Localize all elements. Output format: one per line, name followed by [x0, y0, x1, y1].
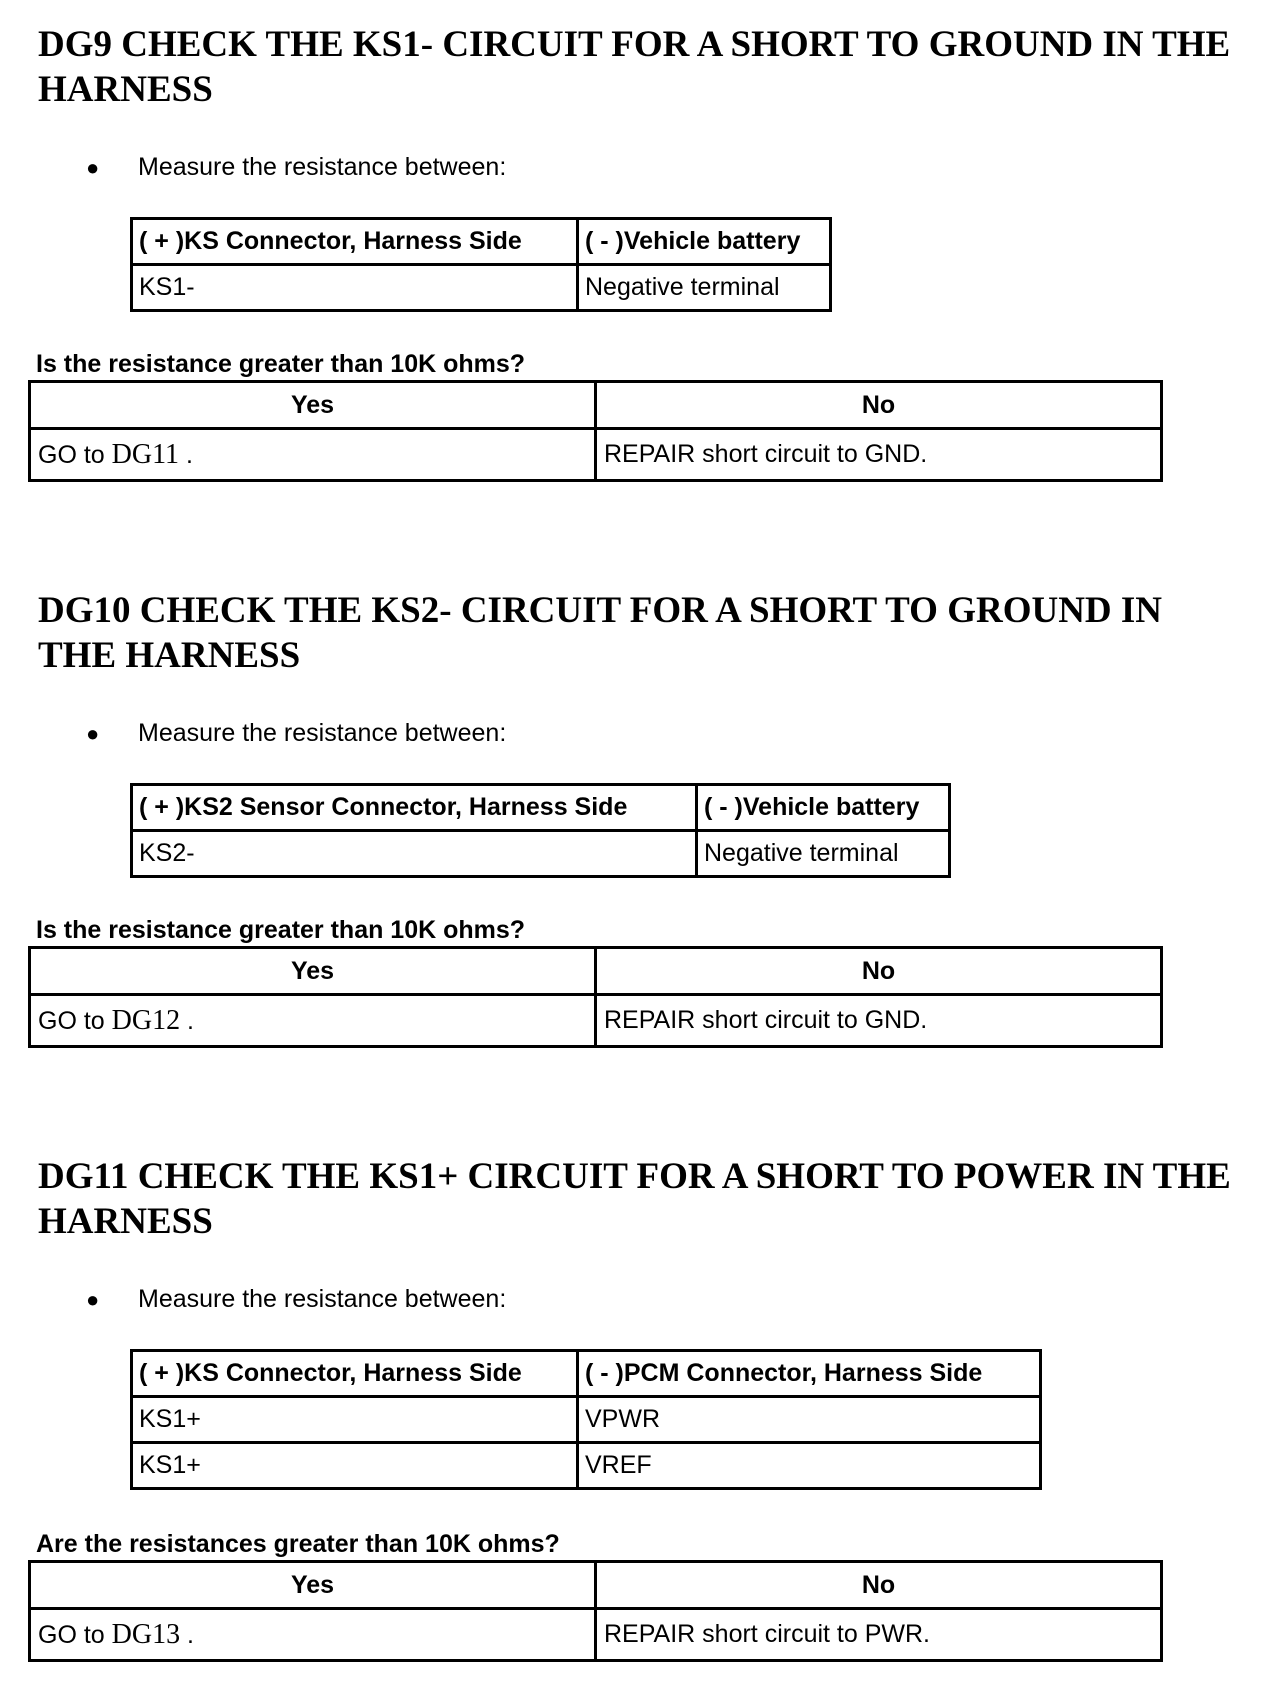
yes-suffix: . [180, 1006, 194, 1035]
yes-header: Yes [30, 948, 596, 995]
header-negative: ( - )PCM Connector, Harness Side [578, 1351, 1041, 1397]
header-positive: ( + )KS2 Sensor Connector, Harness Side [132, 785, 697, 831]
bullet-icon: ● [86, 721, 100, 746]
table-row [132, 1443, 1041, 1489]
yes-prefix: GO to [38, 440, 112, 469]
result-row [30, 1609, 1162, 1661]
result-header-row [30, 1562, 1162, 1609]
yes-header: Yes [30, 1562, 596, 1609]
cell-negative: Negative terminal [697, 831, 950, 877]
bullet-item [86, 1285, 506, 1314]
header-negative: ( - )Vehicle battery [578, 219, 831, 265]
result-header-row [30, 382, 1162, 429]
table-row [132, 831, 950, 877]
bullet-text: Measure the resistance between: [138, 153, 507, 181]
measurement-table [130, 217, 832, 312]
yes-prefix: GO to [38, 1006, 112, 1035]
step-link-dg12[interactable]: DG12 [111, 1004, 181, 1036]
yes-action [30, 429, 596, 481]
table-header-row [132, 219, 831, 265]
no-header: No [596, 948, 1162, 995]
result-table [28, 946, 1163, 1048]
step-link-dg13[interactable]: DG13 [111, 1618, 181, 1650]
step-link-dg11[interactable]: DG11 [111, 438, 180, 470]
measurement-table [130, 783, 951, 878]
result-row [30, 429, 1162, 481]
bullet-icon: ● [86, 1287, 100, 1312]
table-row [132, 265, 831, 311]
cell-positive: KS2- [132, 831, 697, 877]
question-text: Is the resistance greater than 10K ohms? [36, 916, 526, 944]
no-action: REPAIR short circuit to PWR. [596, 1609, 1162, 1661]
measurement-table [130, 1349, 1042, 1490]
header-negative: ( - )Vehicle battery [697, 785, 950, 831]
no-header: No [596, 382, 1162, 429]
cell-negative: Negative terminal [578, 265, 831, 311]
result-table [28, 1560, 1163, 1662]
bullet-text: Measure the resistance between: [138, 719, 507, 747]
result-header-row [30, 948, 1162, 995]
no-header: No [596, 1562, 1162, 1609]
header-positive: ( + )KS Connector, Harness Side [132, 1351, 578, 1397]
no-action: REPAIR short circuit to GND. [596, 995, 1162, 1047]
question-text: Is the resistance greater than 10K ohms? [36, 350, 526, 378]
table-header-row [132, 785, 950, 831]
yes-header: Yes [30, 382, 596, 429]
yes-suffix: . [179, 440, 193, 469]
bullet-item [86, 153, 506, 182]
cell-negative: VPWR [578, 1397, 1041, 1443]
no-action: REPAIR short circuit to GND. [596, 429, 1162, 481]
bullet-item [86, 719, 506, 748]
yes-prefix: GO to [38, 1620, 112, 1649]
section-heading: DG10 CHECK THE KS2- CIRCUIT FOR A SHORT TO GROUND IN THE HARNESS [38, 590, 1163, 676]
yes-action [30, 1609, 596, 1661]
cell-positive: KS1+ [132, 1397, 578, 1443]
table-header-row [132, 1351, 1041, 1397]
section-heading: DG9 CHECK THE KS1- CIRCUIT FOR A SHORT TO GROUND IN THE HARNESS [38, 24, 1231, 110]
question-text: Are the resistances greater than 10K ohms? [36, 1530, 560, 1558]
result-table [28, 380, 1163, 482]
cell-negative: VREF [578, 1443, 1041, 1489]
result-row [30, 995, 1162, 1047]
cell-positive: KS1+ [132, 1443, 578, 1489]
bullet-text: Measure the resistance between: [138, 1285, 507, 1313]
section-heading: DG11 CHECK THE KS1+ CIRCUIT FOR A SHORT TO POWER IN THE HARNESS [38, 1156, 1231, 1242]
bullet-icon: ● [86, 155, 100, 180]
cell-positive: KS1- [132, 265, 578, 311]
table-row [132, 1397, 1041, 1443]
yes-suffix: . [180, 1620, 194, 1649]
header-positive: ( + )KS Connector, Harness Side [132, 219, 578, 265]
yes-action [30, 995, 596, 1047]
